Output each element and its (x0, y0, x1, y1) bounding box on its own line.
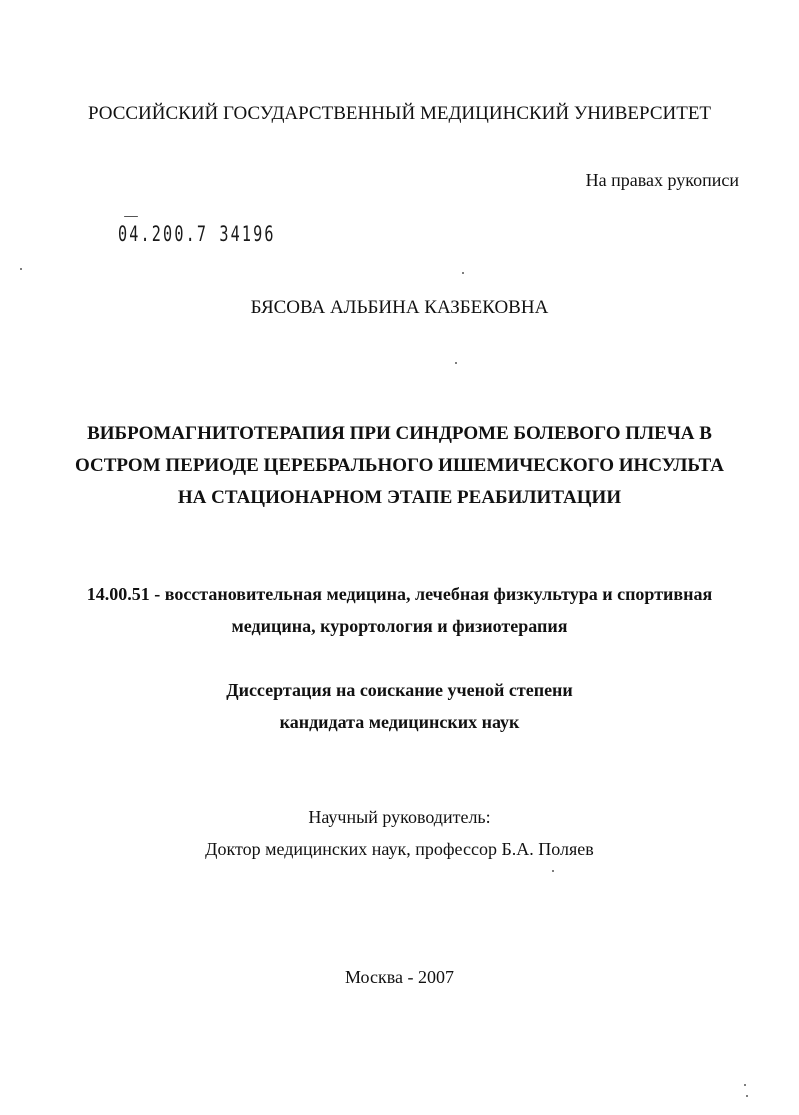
scan-speck (124, 216, 138, 217)
scan-speck (20, 268, 22, 270)
supervisor-name: Доктор медицинских наук, профессор Б.А. Поляев (205, 839, 594, 859)
title-line: ОСТРОМ ПЕРИОДЕ ЦЕРЕБРАЛЬНОГО ИШЕМИЧЕСКОГО ИНСУЛЬТА (75, 455, 724, 476)
city-year: Москва - 2007 (345, 967, 454, 987)
title-line: НА СТАЦИОНАРНОМ ЭТАПЕ РЕАБИЛИТАЦИИ (177, 487, 622, 508)
scan-speck (462, 272, 464, 274)
specialty-line: 14.00.51 - восстановительная медицина, лечебная физкультура и спортивная (86, 584, 713, 604)
scan-speck (746, 1095, 748, 1097)
specialty-line: медицина, курортология и физиотерапия (231, 616, 568, 636)
title-line: ВИБРОМАГНИТОТЕРАПИЯ ПРИ СИНДРОМЕ БОЛЕВОГО ПЛЕЧА В (87, 423, 712, 444)
registration-stamp: 04.200.7 34196 (118, 222, 276, 246)
scan-speck (552, 870, 554, 872)
scan-speck (744, 1084, 746, 1086)
author-name: БЯСОВА АЛЬБИНА КАЗБЕКОВНА (250, 297, 549, 318)
manuscript-note: На правах рукописи (585, 170, 739, 190)
supervisor-label: Научный руководитель: (308, 807, 491, 827)
degree-line: кандидата медицинских наук (279, 712, 520, 732)
university-name: РОССИЙСКИЙ ГОСУДАРСТВЕННЫЙ МЕДИЦИНСКИЙ УНИВЕРСИТЕТ (87, 103, 712, 124)
degree-line: Диссертация на соискание ученой степени (226, 680, 573, 700)
scan-speck (455, 362, 457, 364)
